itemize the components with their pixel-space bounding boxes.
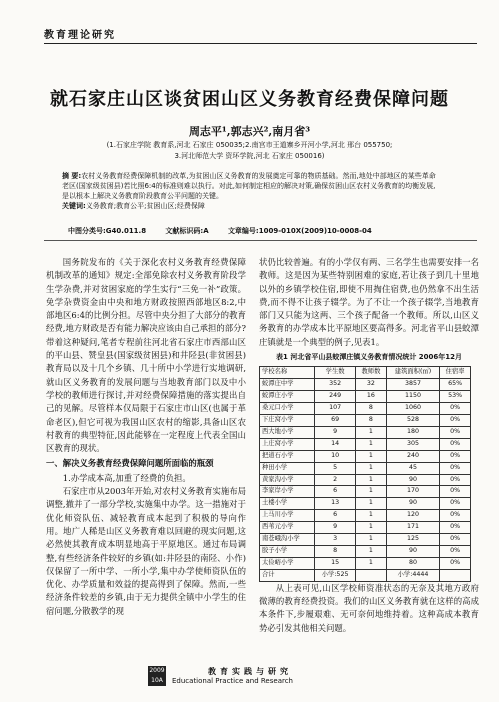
table-cell: 13	[315, 498, 356, 510]
section-heading: 一、解决义务教育经费保障问题所面临的瓶颈	[46, 458, 214, 469]
table-cell	[440, 569, 471, 581]
table-cell: 6	[315, 510, 356, 522]
table-cell: 2	[315, 474, 356, 486]
table-cell: 小学:525	[315, 569, 356, 581]
footer-journal-en: Educational Practice and Research	[172, 677, 293, 685]
affiliation-line-1: (1.石家庄学院 教育系,河北 石家庄 050035;2.南宫市王道寨乡开河小学,河北 邢台 055750;	[106, 141, 393, 149]
table-row	[260, 569, 471, 581]
table-cell: 14	[315, 438, 356, 450]
table-cell: 6	[315, 486, 356, 498]
table-cell: 0%	[440, 403, 471, 415]
table-cell: 0%	[440, 450, 471, 462]
header-rule	[44, 43, 477, 44]
table-cell: 1	[356, 426, 387, 438]
right-paragraph-1: 状仍比较普遍。有的小学仅有两、三名学生也需要安排一名教师。这是因为某些特别困难的家庭,若让孩子到几十里地以外的乡镇学校住宿,即使不用掏住宿费,也仍然拿不出生活费,而不得不让孩子辍学。为了不让一个孩子辍学,当地教育部门又只能为这两、三个孩子配备一个教师。所以,山区义务教育的办学成本比平原地区要高得多。河北省平山县蛟潭庄镇就是一个典型的例子,见表1。	[259, 257, 479, 347]
affiliation-line-2: 3.河北师范大学 资环学院,河北 石家庄 050016)	[174, 152, 325, 160]
table-cell: 0%	[440, 534, 471, 546]
table-cell: 15	[315, 557, 356, 569]
table-cell: 合计	[260, 569, 315, 581]
table-cell: 8	[356, 415, 387, 427]
table-cell: 9	[315, 522, 356, 534]
table-row	[260, 462, 471, 474]
article-meta	[68, 226, 438, 236]
table-row	[260, 450, 471, 462]
table-cell: 80	[386, 557, 439, 569]
table-cell: 3	[315, 534, 356, 546]
table-row	[260, 545, 471, 557]
abstract	[62, 171, 440, 211]
left-paragraph-2: 石家庄市从2003年开始,对农村义务教育实施布局调整,撤并了一部分学校,实施集中办学。这一措施对于优化师资队伍、减轻教育成本起到了积极的导向作用。地广人稀是山区义务教育难以回避的现实问题,这必然使其教育成本明显地高于平原地区。通过布局调整,有些经济条件较好的乡镇(如:井陉县的南陉、小作)仅保留了一所中学、一所小学,集中办学使师资队伍的优化、办学质量和效益的提高得到了保障。然而,一些经济条件较差的乡镇,由于无力提供全镇中小学生的住宿问题,分散教学的现	[46, 486, 246, 616]
table-row	[260, 379, 471, 391]
table-cell: 0%	[440, 545, 471, 557]
table-cell: 528	[386, 415, 439, 427]
table-cell: 8	[356, 403, 387, 415]
article-title: 就石家庄山区谈贫困山区义务教育经费保障问题	[50, 89, 449, 110]
table-header-cell: 学生数	[315, 367, 356, 379]
table-cell: 16	[356, 391, 387, 403]
table-caption: 表1 河北省平山县蛟潭庄镇义务教育情况统计 2006年12月	[276, 353, 462, 362]
left-paragraph-1: 国务院发布的《关于深化农村义务教育经费保障机制改革的通知》规定:全部免除农村义务教育阶段学生学杂费,并对贫困家庭的学生实行“三免一补”政策。免学杂费资金由中央和地方财政按照西部地区8:2,中部地区6:4的比例分担。尽管中央分担了大部分的教育经费,地方财政是否有能力解决应该由自己承担的部分?带着这种疑问,笔者专程前往河北省石家庄市西部山区的平山县、赞皇县(国家级贫困县)和井陉县(非贫困县)教育局以及十几个乡镇、几十所中小学进行实地调研,就山区义务教育的发展问题与当地教育部门以及中小学校的教师进行探讨,并对经费保障措施的落实提出自己的见解。尽管样本仅局限于石家庄市山区(也属于革命老区),但它可视为我国山区农村的缩影,具备山区农村教育的典型特征,因此能够在一定程度上代表全国山区教育的现状。	[46, 257, 246, 454]
table-cell: 8	[315, 545, 356, 557]
table-cell: 1	[356, 474, 387, 486]
table-cell: 土楼小学	[260, 498, 315, 510]
table-row	[260, 474, 471, 486]
table-cell: 1	[356, 438, 387, 450]
table-cell: 0%	[440, 426, 471, 438]
table-cell: 种田小学	[260, 462, 315, 474]
table-row	[260, 391, 471, 403]
table-cell: 0%	[440, 474, 471, 486]
table-cell: 西大地小学	[260, 426, 315, 438]
article-number: 文章编号:1009-010X(2009)10-0008-04	[227, 227, 372, 235]
table-cell: 蛟潭庄中学	[260, 379, 315, 391]
table-cell: 249	[315, 391, 356, 403]
table-cell: 0%	[440, 510, 471, 522]
right-column	[259, 256, 479, 635]
table-cell: 1	[356, 510, 387, 522]
footer-journal-cn: 教育实践与研究	[208, 666, 292, 676]
abstract-text: 农村义务教育经费保障机制的改革,为贫困山区义务教育的发展奠定可靠的物质基础。然而,地处中部地区的某些革命老区(国家级贫困县)若比照6:4的标准则难以执行。对此,如何制定相应的解决对策,确保贫困山区农村义务教育的均衡发展,是以根本上解决义务教育阶段教育公平问题的关键。	[62, 172, 436, 200]
table-cell: 1150	[386, 391, 439, 403]
table-cell: 240	[386, 450, 439, 462]
table-cell: 0%	[440, 557, 471, 569]
table-cell: 171	[386, 522, 439, 534]
table-cell: 107	[315, 403, 356, 415]
table-cell: 太俭峪小学	[260, 557, 315, 569]
table-cell: 1	[356, 486, 387, 498]
table-row	[260, 426, 471, 438]
table-row	[260, 415, 471, 427]
table-cell: 李家岸小学	[260, 486, 315, 498]
table-row	[260, 403, 471, 415]
table-cell: 3857	[386, 379, 439, 391]
table-cell: 352	[315, 379, 356, 391]
table-row	[260, 498, 471, 510]
table-cell: 1	[356, 557, 387, 569]
table-cell: 南苍峨沟小学	[260, 534, 315, 546]
table-header-cell: 学校名称	[260, 367, 315, 379]
table-cell: 1	[356, 462, 387, 474]
school-stats-table	[259, 366, 471, 581]
table-cell: 125	[386, 534, 439, 546]
table-cell: 1	[356, 498, 387, 510]
table-cell: 9	[315, 426, 356, 438]
table-cell: 305	[386, 438, 439, 450]
subsection-heading: 1.办学成本高,加重了经费的负担。	[62, 472, 191, 483]
table-cell: 90	[386, 498, 439, 510]
table-cell: 120	[386, 510, 439, 522]
table-cell: 53%	[440, 391, 471, 403]
table-cell: 1	[356, 522, 387, 534]
table-cell: 170	[386, 486, 439, 498]
keywords: 义务教育;教育公平;贫困山区;经费保障	[85, 202, 205, 210]
table-cell: 10	[315, 450, 356, 462]
table-cell: 32	[356, 379, 387, 391]
table-cell: 5	[315, 462, 356, 474]
authors: 周志平¹,郭志兴²,南月省³	[188, 125, 311, 138]
table-cell: 1	[356, 450, 387, 462]
table-cell: 180	[386, 426, 439, 438]
table-cell: 把道石小学	[260, 450, 315, 462]
left-column	[46, 256, 246, 618]
table-cell: 胶子小学	[260, 545, 315, 557]
table-cell	[356, 569, 387, 581]
table-cell: 上庄窝小学	[260, 438, 315, 450]
table-cell: 1060	[386, 403, 439, 415]
journal-header: 教育理论研究	[44, 30, 116, 41]
table-header-cell: 教师数	[356, 367, 387, 379]
table-cell: 1	[356, 545, 387, 557]
doc-code: 文献标识码:A	[165, 227, 209, 235]
table-row	[260, 522, 471, 534]
table-cell: 黄家沟小学	[260, 474, 315, 486]
table-cell: 90	[386, 545, 439, 557]
table-row	[260, 438, 471, 450]
table-cell: 90	[386, 474, 439, 486]
table-row	[260, 486, 471, 498]
table-cell: 西苇元小学	[260, 522, 315, 534]
table-header-row	[260, 367, 471, 379]
footer-issue-badge: 2009 10A	[149, 667, 165, 684]
table-cell: 0%	[440, 438, 471, 450]
right-paragraph-2: 从上表可见,山区学校师资准状态的无奈及其地方政府微薄的教育经费投资。我们的山区义务教育就在这样的高成本条件下,步履艰难、无可奈何地维持着。这种高成本教育势必引发其他相关问题。	[259, 582, 479, 633]
table-cell: 0%	[440, 522, 471, 534]
table-cell: 下庄窝小学	[260, 415, 315, 427]
table-cell: 蛟潭庄小学	[260, 391, 315, 403]
keywords-label: 关键词:	[62, 202, 86, 210]
table-row	[260, 534, 471, 546]
table-cell: 0%	[440, 486, 471, 498]
table-row	[260, 510, 471, 522]
meta-rule	[44, 240, 477, 241]
table-header-cell: 住宿率	[440, 367, 471, 379]
table-cell: 桑元口小学	[260, 403, 315, 415]
table-row	[260, 557, 471, 569]
table-cell: 0%	[440, 462, 471, 474]
table-cell: 小学:4444	[386, 569, 439, 581]
table-header-cell: 建筑面积(㎡)	[386, 367, 439, 379]
table-cell: 上马川小学	[260, 510, 315, 522]
abstract-label: 摘 要:	[62, 172, 82, 180]
table-cell: 0%	[440, 415, 471, 427]
table-cell: 69	[315, 415, 356, 427]
clc-number: 中图分类号:G40.011.8	[68, 227, 147, 235]
table-cell: 1	[356, 534, 387, 546]
table-cell: 0%	[440, 498, 471, 510]
table-cell: 65%	[440, 379, 471, 391]
table-cell: 45	[386, 462, 439, 474]
